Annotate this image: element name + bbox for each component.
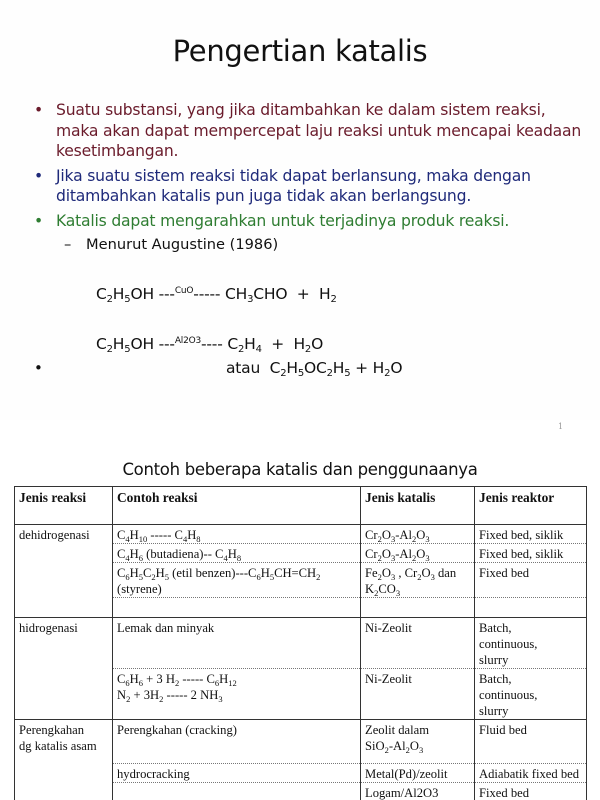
equation-ethanol-al2o3: $C_2H_5OH$ ---$^{Al2O3}$---- $C_2H_4 + H_2O$ [96,335,324,355]
empty-cell [361,598,475,618]
catalyst-table [14,486,586,800]
slide-title: Pengertian katalis [172,34,428,68]
reaction-cell: Perengkahan (cracking) [113,720,361,764]
bullet-icon: • [34,166,43,185]
catalyst-label: CuO [174,286,194,296]
table-row [15,618,587,669]
reaction-cell [113,783,361,800]
reaction-type-cell: Perengkahan dg katalis asam [15,720,113,800]
reaction-cell: $C_6H_6 + 3$ $H_2$ ----- $C_6H_{12}$ $N_2 + 3H_2$ ----- 2 $NH_3$ [113,669,361,720]
catalyst-cell: $Fe_2O_3$ , $Cr_2O_3$ dan $K_2CO_3$ [361,563,475,598]
catalyst-cell: $Cr_2O_3-Al_2O_3$ [361,544,475,563]
reaction-type-cell: hidrogenasi [15,618,113,720]
bullet-icon: • [34,101,43,119]
catalyst-label: Al2O3 [174,336,202,346]
bullet-text: Suatu substansi, yang jika ditambahkan ke dalam sistem reaksi, maka akan dapat mempercepat laju reaksi untuk mencapai keadaan kesetimbangan. [56,101,582,160]
table-title: Contoh beberapa katalis dan penggunaanya [122,460,478,479]
reaction-cell: $C_6H_5C_2H_5$ (etil $benzen)---C_6H_5CH=CH_2$ (styrene) [113,563,361,598]
sub-bullet-text: Menurut Augustine (1986) [86,236,279,253]
equation-ethanol-cuo: $C_2H_5OH$ ---$^{CuO}$----- $CH_3CHO + H_2$ [96,285,337,305]
reactor-cell: Fixed bed [475,783,587,800]
dash-icon: – [64,236,72,253]
bullet-text: Jika suatu sistem reaksi tidak dapat berlansung, maka dengan ditambahkan katalis pun juga tidak akan berlangsung. [56,166,531,205]
header-jenis-reaktor: Jenis reaktor [475,487,587,525]
catalyst-cell: Ni-Zeolit [361,618,475,669]
reactor-cell: Batch, continuous, slurry [475,669,587,720]
table-header-row [15,487,587,525]
reactor-cell: Adiabatik fixed bed [475,764,587,783]
catalyst-cell: Ni-Zeolit [361,669,475,720]
reaction-cell: hydrocracking [113,764,361,783]
reaction-type-cell: dehidrogenasi [15,525,113,618]
equation-alternative: atau $C_2H_5OC_2H_5 + H_2O$ [226,359,403,379]
reaction-cell: Lemak dan minyak [113,618,361,669]
bullet-icon: • [34,359,43,377]
bullet-text: Katalis dapat mengarahkan untuk terjadinya produk reaksi. [56,211,510,230]
page-number: 1 [558,422,564,431]
empty-cell [475,598,587,618]
table-row [15,525,587,544]
empty-cell [113,598,361,618]
header-contoh-reaksi: Contoh reaksi [113,487,361,525]
reactor-cell: Fluid bed [475,720,587,764]
table-row [15,720,587,764]
reactor-cell: Fixed bed, siklik [475,525,587,544]
catalyst-cell: $Cr_2O_3-Al_2O_3$ [361,525,475,544]
reaction-cell: $C_4H_6$ (butadiena)-- $C_4H_8$ [113,544,361,563]
reactor-cell: Batch, continuous, slurry [475,618,587,669]
header-jenis-katalis: Jenis katalis [361,487,475,525]
bullet-icon: • [34,211,43,230]
catalyst-cell: Metal(Pd)/zeolit [361,764,475,783]
catalyst-cell: Zeolit dalam $SiO_2-Al_2O_3$ [361,720,475,764]
reactor-cell: Fixed bed [475,563,587,598]
reactor-cell: Fixed bed, siklik [475,544,587,563]
catalyst-cell: Logam/Al2O3 [361,783,475,800]
reaction-cell: $C_4H_{10}$ ----- $C_4H_8$ [113,525,361,544]
header-jenis-reaksi: Jenis reaksi [15,487,113,525]
